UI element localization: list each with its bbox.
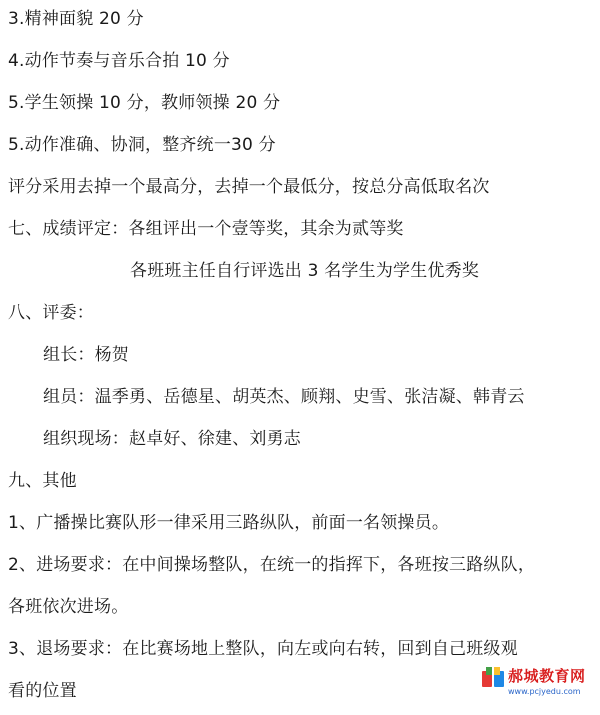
item-accuracy: 5.动作准确、协洞，整齐统一30 分 xyxy=(8,135,276,155)
other-item-2-cont: 各班依次进场。 xyxy=(8,597,129,617)
other-item-2: 2、进场要求：在中间操场整队，在统一的指挥下，各班按三路纵队， xyxy=(8,555,536,575)
judges-leader: 组长：杨贺 xyxy=(43,345,129,365)
book-logo-icon xyxy=(480,665,506,691)
item-spirit: 3.精神面貌 20 分 xyxy=(8,9,144,29)
judges-members: 组员：温季勇、岳德星、胡英杰、顾翔、史雪、张洁凝、韩青云 xyxy=(43,387,525,407)
watermark-url: www.pcjyedu.com xyxy=(508,687,581,696)
judges-onsite: 组织现场：赵卓好、徐建、刘勇志 xyxy=(43,429,301,449)
section-judges: 八、评委： xyxy=(8,303,94,323)
other-item-1: 1、广播操比赛队形一律采用三路纵队，前面一名领操员。 xyxy=(8,513,450,533)
section-results: 七、成绩评定：各组评出一个壹等奖，其余为贰等奖 xyxy=(8,219,404,239)
results-note: 各班班主任自行评选出 3 名学生为学生优秀奖 xyxy=(130,261,480,281)
scoring-rule: 评分采用去掉一个最高分，去掉一个最低分，按总分高低取名次 xyxy=(8,177,490,197)
item-rhythm: 4.动作节奏与音乐合拍 10 分 xyxy=(8,51,230,71)
other-item-3-cont: 看的位置 xyxy=(8,681,77,701)
section-other: 九、其他 xyxy=(8,471,77,491)
item-leaders: 5.学生领操 10 分，教师领操 20 分 xyxy=(8,93,281,113)
watermark-title: 郝城教育网 xyxy=(508,667,586,685)
other-item-3: 3、退场要求：在比赛场地上整队，向左或向右转，回到自己班级观 xyxy=(8,639,518,659)
site-watermark xyxy=(480,663,590,707)
